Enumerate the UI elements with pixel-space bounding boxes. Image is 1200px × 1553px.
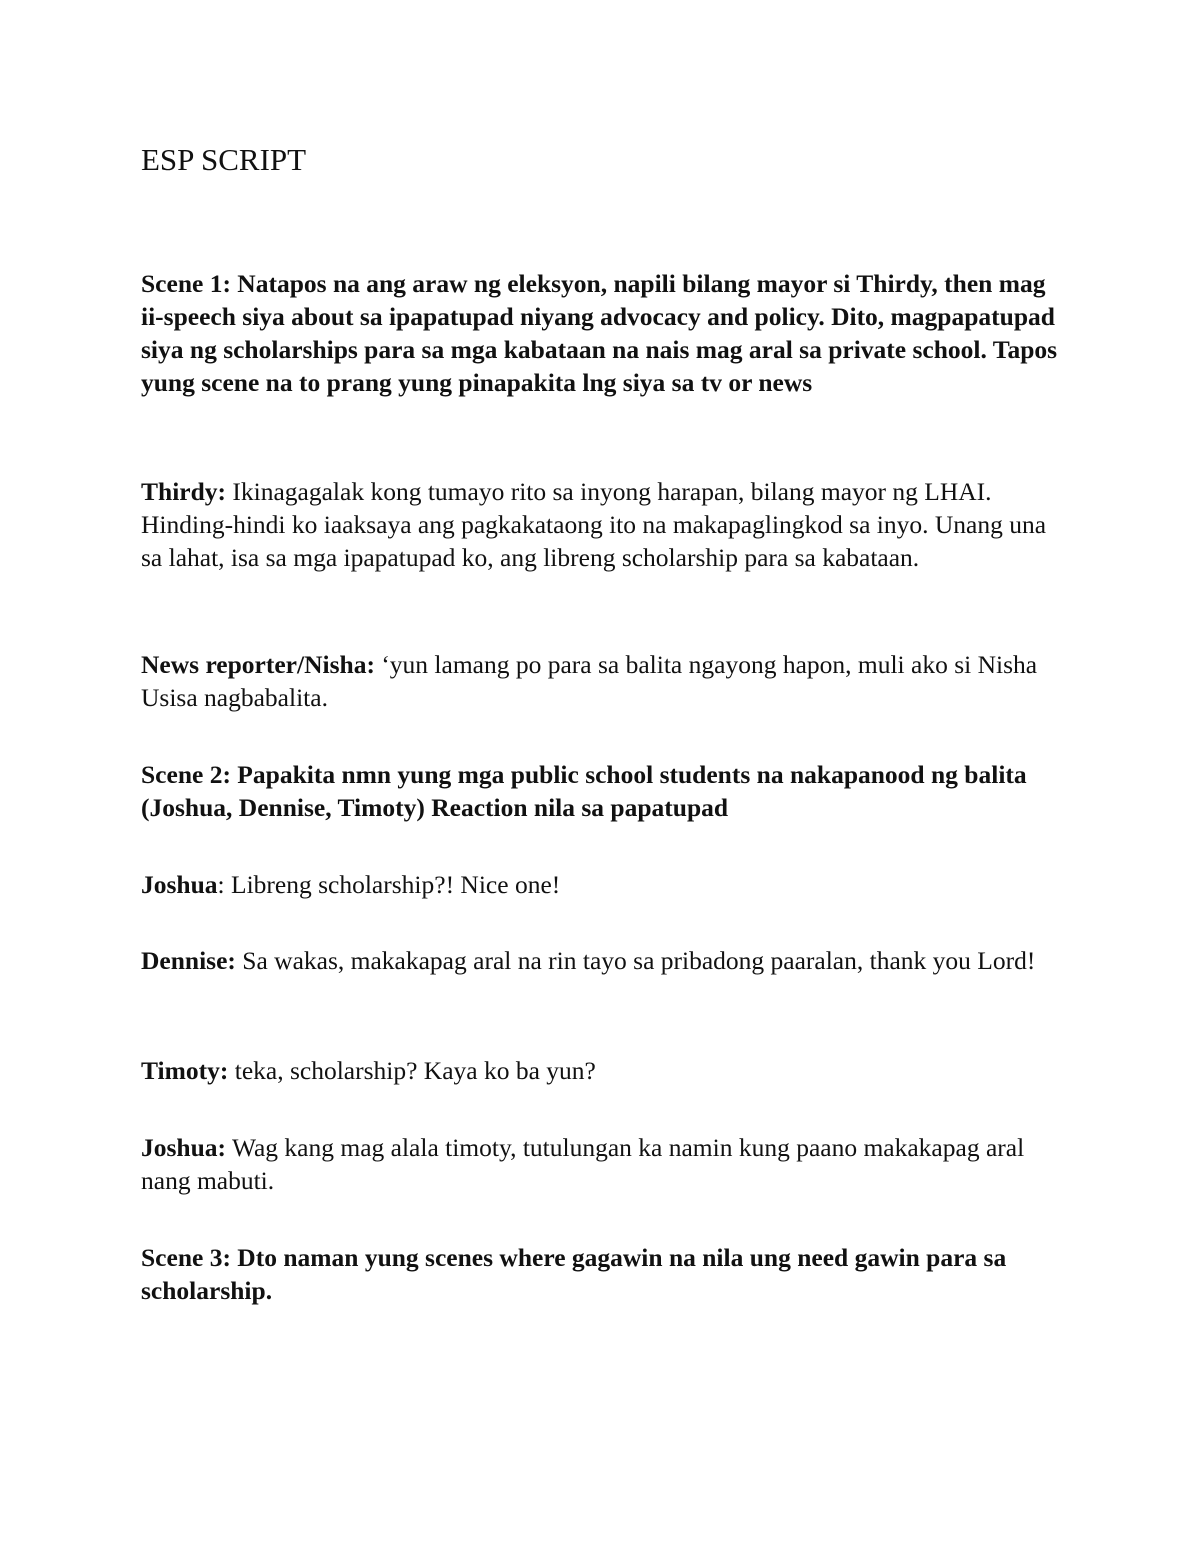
speaker-name: Timoty: [141, 1056, 229, 1085]
dialogue-timoty [141, 1054, 1071, 1087]
dialogue-text: Wag kang mag alala timoty, tutulungan ka namin kung paano makakapag aral nang mabuti. [141, 1133, 1025, 1195]
speaker-name: News reporter/Nisha: [141, 650, 375, 679]
document-title: ESP SCRIPT [141, 142, 307, 177]
speaker-name: Joshua [141, 870, 218, 899]
dialogue-joshua-1 [141, 868, 1071, 901]
dialogue-dennise [141, 944, 1071, 977]
dialogue-joshua-2 [141, 1131, 1071, 1197]
scene-3-direction: Scene 3: Dto naman yung scenes where gagawin na nila ung need gawin para sa scholarship. [141, 1243, 1007, 1305]
speaker-name: Joshua: [141, 1133, 227, 1162]
scene-1-direction: Scene 1: Natapos na ang araw ng eleksyon, napili bilang mayor si Thirdy, then mag ii-speech siya about sa ipapatupad niyang advocacy and policy. Dito, magpapatupad siya ng scholarships para sa mga kabataan na nais mag aral sa private school. Tapos yung scene na to prang yung pinapakita lng siya sa tv or news [141, 269, 1058, 397]
dialogue-text: : Libreng scholarship?! Nice one! [217, 870, 561, 899]
dialogue-text: Ikinagagalak kong tumayo rito sa inyong harapan, bilang mayor ng LHAI. Hinding-hindi ko iaaksaya ang pagkakataong ito na makapaglingkod sa inyo. Unang una sa lahat, isa sa mga ipapatupad ko, ang libreng scholarship para sa kabataan. [141, 477, 1047, 572]
dialogue-thirdy [141, 475, 1071, 574]
dialogue-text: teka, scholarship? Kaya ko ba yun? [228, 1056, 596, 1085]
dialogue-text: ‘yun lamang po para sa balita ngayong hapon, muli ako si Nisha Usisa nagbabalita. [141, 650, 1038, 712]
speaker-name: Thirdy: [141, 477, 227, 506]
dialogue-news-reporter [141, 648, 1071, 714]
scene-2-direction: Scene 2: Papakita nmn yung mga public school students na nakapanood ng balita (Joshua, Dennise, Timoty) Reaction nila sa papatupad [141, 760, 1027, 822]
dialogue-text: Sa wakas, makakapag aral na rin tayo sa pribadong paaralan, thank you Lord! [235, 946, 1036, 975]
speaker-name: Dennise: [141, 946, 236, 975]
